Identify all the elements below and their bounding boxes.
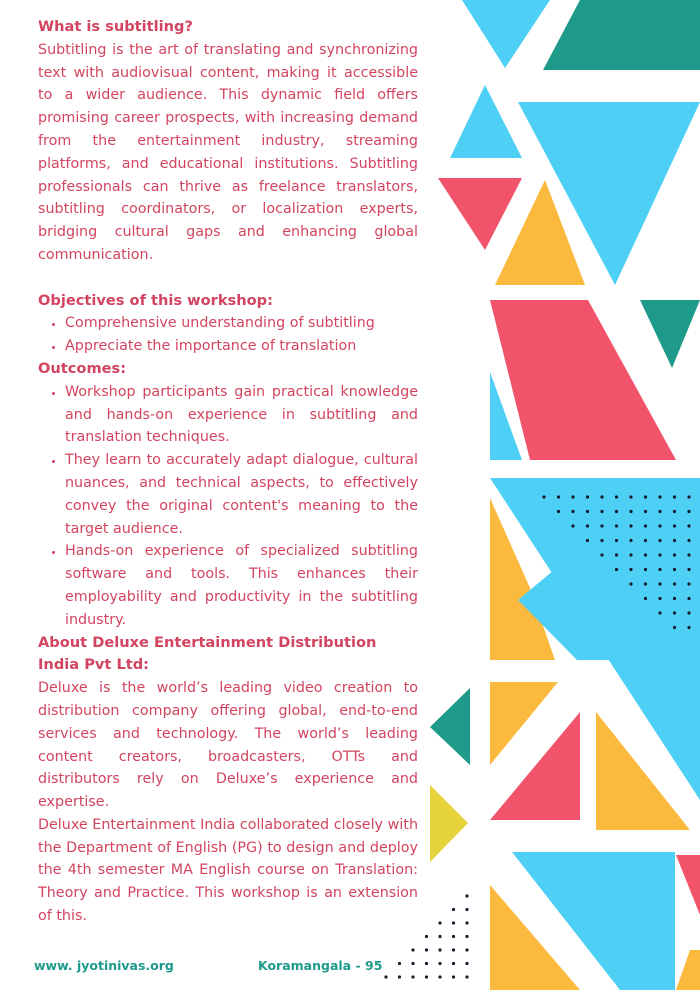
red-triangle-left xyxy=(438,178,522,250)
dot xyxy=(557,510,560,513)
dot xyxy=(644,524,647,527)
dot xyxy=(687,611,690,614)
list-item: • Hands-on experience of specialized subtitling software and tools. This enhances their employability and productivity in the subtitling industry. xyxy=(65,540,418,631)
dot xyxy=(438,935,441,938)
intro-heading: What is subtitling? xyxy=(38,18,193,35)
objectives-heading: Objectives of this workshop: xyxy=(38,291,273,309)
dot xyxy=(600,510,603,513)
dot xyxy=(629,495,632,498)
dot xyxy=(465,921,468,924)
intro-section xyxy=(38,16,418,267)
dot xyxy=(384,975,387,978)
dot xyxy=(658,597,661,600)
dot xyxy=(411,975,414,978)
dot xyxy=(629,539,632,542)
dot xyxy=(673,597,676,600)
dot xyxy=(673,568,676,571)
dot xyxy=(615,539,618,542)
dot xyxy=(465,962,468,965)
dot xyxy=(465,975,468,978)
dot xyxy=(644,582,647,585)
dot xyxy=(644,495,647,498)
dot xyxy=(687,524,690,527)
dot xyxy=(411,948,414,951)
dot xyxy=(658,582,661,585)
dot xyxy=(438,975,441,978)
dot xyxy=(673,510,676,513)
dot xyxy=(465,935,468,938)
dot xyxy=(658,495,661,498)
dot xyxy=(425,975,428,978)
dot xyxy=(687,582,690,585)
dot xyxy=(629,510,632,513)
outcomes-list xyxy=(38,381,418,632)
footer-website: www. jyotinivas.org xyxy=(34,958,174,973)
blue-triangle-small xyxy=(450,85,522,158)
dot xyxy=(673,611,676,614)
dot xyxy=(658,611,661,614)
dot xyxy=(452,948,455,951)
objectives-section xyxy=(38,290,418,358)
dot xyxy=(557,495,560,498)
dot xyxy=(629,524,632,527)
dot xyxy=(687,553,690,556)
dot xyxy=(658,568,661,571)
dot xyxy=(600,553,603,556)
dot xyxy=(687,626,690,629)
dot xyxy=(687,568,690,571)
dot xyxy=(452,962,455,965)
dot xyxy=(658,510,661,513)
dot xyxy=(452,935,455,938)
dot xyxy=(398,962,401,965)
dot xyxy=(658,524,661,527)
list-item: • Comprehensive understanding of subtitling xyxy=(65,312,418,335)
dot xyxy=(687,495,690,498)
dot xyxy=(425,962,428,965)
dot xyxy=(673,582,676,585)
dot xyxy=(629,582,632,585)
dot xyxy=(644,597,647,600)
dot xyxy=(452,908,455,911)
outcomes-heading: Outcomes: xyxy=(38,359,127,377)
dot xyxy=(687,539,690,542)
dot xyxy=(687,597,690,600)
dot xyxy=(673,539,676,542)
dot xyxy=(629,568,632,571)
dot xyxy=(425,948,428,951)
dot xyxy=(600,539,603,542)
footer-location: Koramangala - 95 xyxy=(258,958,383,973)
dot xyxy=(465,948,468,951)
dot xyxy=(411,962,414,965)
dot xyxy=(452,975,455,978)
dot xyxy=(398,975,401,978)
dot xyxy=(629,553,632,556)
dot xyxy=(644,539,647,542)
dot xyxy=(571,524,574,527)
outcomes-section xyxy=(38,358,418,632)
dot xyxy=(615,510,618,513)
teal-triangle-right xyxy=(640,300,700,368)
dot xyxy=(571,510,574,513)
objectives-list xyxy=(38,312,418,358)
dot xyxy=(644,510,647,513)
dot xyxy=(658,553,661,556)
red-sliver-right xyxy=(676,855,700,915)
dot xyxy=(586,524,589,527)
dot xyxy=(644,568,647,571)
teal-triangle-left xyxy=(430,688,470,765)
dot xyxy=(452,921,455,924)
dot xyxy=(615,495,618,498)
red-parallelogram xyxy=(490,300,676,460)
list-item: • They learn to accurately adapt dialogue, cultural nuances, and technical aspects, to effectively convey the original content's meaning to the target audience. xyxy=(65,449,418,540)
about-heading: About Deluxe Entertainment Distribution India Pvt Ltd: xyxy=(38,633,377,674)
teal-trapezoid-top xyxy=(543,0,700,70)
lime-triangle-left xyxy=(430,785,468,862)
dot xyxy=(687,510,690,513)
dot xyxy=(586,495,589,498)
dot xyxy=(465,908,468,911)
dot xyxy=(673,524,676,527)
dot xyxy=(615,553,618,556)
dot xyxy=(673,495,676,498)
about-section xyxy=(38,632,418,928)
list-item: • Workshop participants gain practical knowledge and hands-on experience in subtitling and translation techniques. xyxy=(65,381,418,449)
about-paragraph: Deluxe Entertainment India collaborated closely with the Department of English (PG) to design and deploy the 4th semester MA English course on Translation: Theory and Practice. This workshop is an extension of this. xyxy=(38,816,418,925)
intro-paragraph: Subtitling is the art of translating and synchronizing text with audiovisual content, making it accessible to a wider audience. This dynamic field offers promising career prospects, with increasing demand from the entertainment industry, streaming platforms, and educational institutions. Subtitling professionals can thrive as freelance translators, subtitling coordinators, or localization experts, bridging cultural gaps and enhancing global communication. xyxy=(38,41,418,263)
dot xyxy=(600,524,603,527)
dot xyxy=(571,495,574,498)
dot xyxy=(465,894,468,897)
dot xyxy=(438,962,441,965)
about-paragraph: Deluxe is the world’s leading video creation to distribution company offering global, end-to-end services and technology. The world’s leading content creators, broadcasters, OTTs and distributors rely on Deluxe’s experience and expertise. xyxy=(38,680,418,811)
dot xyxy=(600,495,603,498)
yellow-sliver-bottom-right xyxy=(676,950,700,990)
article xyxy=(38,16,418,928)
dot xyxy=(673,626,676,629)
dot xyxy=(644,553,647,556)
dot xyxy=(425,935,428,938)
section-spacer xyxy=(38,267,418,290)
dot xyxy=(673,553,676,556)
dot xyxy=(438,921,441,924)
dot xyxy=(615,568,618,571)
blue-triangle-top-left xyxy=(462,0,550,68)
dot xyxy=(615,524,618,527)
dot xyxy=(542,495,545,498)
dot xyxy=(586,510,589,513)
dot xyxy=(658,539,661,542)
dot xyxy=(586,539,589,542)
list-item: • Appreciate the importance of translation xyxy=(65,335,418,358)
dot xyxy=(438,948,441,951)
